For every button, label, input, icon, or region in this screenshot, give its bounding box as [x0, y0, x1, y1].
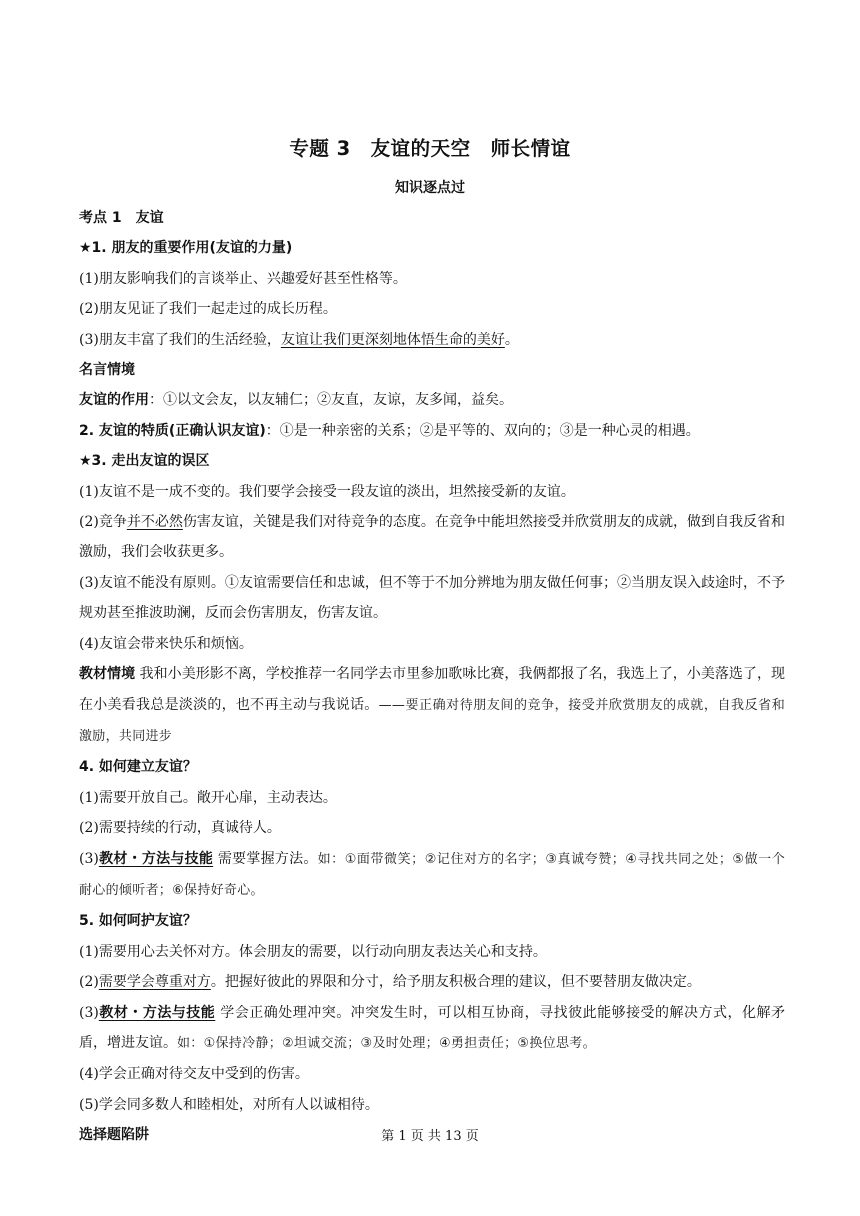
section-5-heading: 5. 如何呵护友谊？: [79, 913, 197, 930]
section-3-heading: ★3. 走出友谊的误区: [79, 453, 210, 470]
point-2-prefix: (2)竞争: [79, 514, 127, 531]
point-2-text: 伤害友谊，关键是我们对待竞争的态度。在竞争中能坦然接受并欣赏朋友的成就，做到自我反省和激励，我们会收获更多。: [79, 514, 785, 561]
point-3-prefix: (3): [79, 1004, 99, 1021]
section-1-point-3: [79, 325, 785, 355]
section-1-point-2: (2)朋友见证了我们一起走过的成长历程。: [79, 301, 337, 318]
section-1-heading: ★1. 朋友的重要作用(友谊的力量): [79, 240, 293, 257]
section-4-point-2: (2)需要持续的行动，真诚待人。: [79, 820, 281, 837]
section-3-point-4: (4)友谊会带来快乐和烦恼。: [79, 635, 253, 652]
point-2-prefix: (2): [79, 974, 99, 991]
point-3-text: 需要掌握方法。: [213, 850, 318, 867]
section-5-point-1: (1)需要用心去关怀对方。体会朋友的需要，以行动向朋友表达关心和支持。: [79, 943, 547, 960]
section-3-point-3: (3)友谊不能没有原则。①友谊需要信任和忠诚，但不等于不加分辨地为朋友做任何事；②当朋友误入歧途时，不予规劝甚至推波助澜，反而会伤害朋友，伤害友谊。: [79, 574, 785, 622]
quote-text: ：①以文会友，以友辅仁；②友直，友谅，友多闻，益矣。: [149, 392, 513, 409]
method-skill-label: 教材・方法与技能: [98, 850, 214, 867]
textbook-scenario: [79, 659, 785, 752]
underlined-key-phrase: 需要学会尊重对方: [98, 974, 211, 991]
method-skill-label: 教材・方法与技能: [98, 1004, 216, 1021]
section-4-heading: 4. 如何建立友谊？: [79, 759, 197, 776]
section-5-point-5: (5)学会同多数人和睦相处，对所有人以诚相待。: [79, 1096, 379, 1113]
point-3-text: 学会正确处理冲突。冲突发生时，可以相互协商，寻找彼此能够接受的解决方式，化解矛盾，增进友谊。: [79, 1004, 786, 1051]
point-3-text: (3)朋友丰富了我们的生活经验，: [79, 331, 281, 348]
method-tips: 如：①保持冷静；②坦诚交流；③及时处理；④勇担责任；⑤换位思考。: [177, 1035, 596, 1051]
quote-line: [79, 385, 785, 415]
section-2-text: ：①是一种亲密的关系；②是平等的、双向的；③是一种心灵的相遇。: [265, 422, 700, 439]
point-3-prefix: (3): [79, 850, 99, 867]
method-tips: 如：①面带微笑；②记住对方的名字；③真诚夸赞；④寻找共同之处；⑤做一个耐心的倾听者；⑥保持好奇心。: [79, 851, 785, 898]
textbook-answer: ——要正确对待朋友间的竞争，接受并欣赏朋友的成就，自我反省和激励，共同进步: [79, 697, 785, 744]
section-1-point-1: (1)朋友影响我们的言谈举止、兴趣爱好甚至性格等。: [79, 270, 407, 287]
underlined-key-phrase: 并不必然: [126, 514, 183, 531]
section-2-label: 2. 友谊的特质(正确认识友谊): [79, 422, 266, 439]
document-body: [79, 203, 785, 1151]
point-3-end: 。: [504, 331, 519, 348]
section-3-point-2: [79, 507, 785, 568]
kaodian-heading: 考点 1 友谊: [79, 210, 164, 226]
section-3-point-1: (1)友谊不是一成不变的。我们要学会接受一段友谊的淡出，坦然接受新的友谊。: [79, 483, 575, 500]
quote-heading: 名言情境: [79, 362, 135, 379]
textbook-story: 我和小美形影不离，学校推荐一名同学去市里参加歌咏比赛，我俩都报了名，我选上了，小美落选了，现在小美看我总是淡淡的，也不再主动与我说话。: [79, 666, 785, 713]
section-5-point-2: [79, 967, 785, 997]
choice-trap-heading: 选择题陷阱: [79, 1127, 149, 1144]
section-5-point-4: (4)学会正确对待交友中受到的伤害。: [79, 1066, 309, 1083]
quote-label: 友谊的作用: [79, 392, 149, 409]
section-4-point-1: (1)需要开放自己。敞开心扉，主动表达。: [79, 789, 337, 806]
section-4-point-3: [79, 844, 785, 907]
section-subtitle: 知识逐点过: [395, 180, 465, 196]
section-5-point-3: [79, 998, 785, 1060]
section-2-line: [79, 416, 785, 446]
textbook-label: 教材情境: [79, 666, 136, 683]
page-footer: 第 1 页 共 13 页: [381, 1129, 479, 1144]
underlined-key-phrase: 友谊让我们更深刻地体悟生命的美好: [280, 331, 505, 348]
page-title: 专题 3 友谊的天空 师长情谊: [289, 137, 571, 160]
point-2-text: 。把握好彼此的界限和分寸，给予朋友积极合理的建议，但不要替朋友做决定。: [210, 974, 701, 991]
